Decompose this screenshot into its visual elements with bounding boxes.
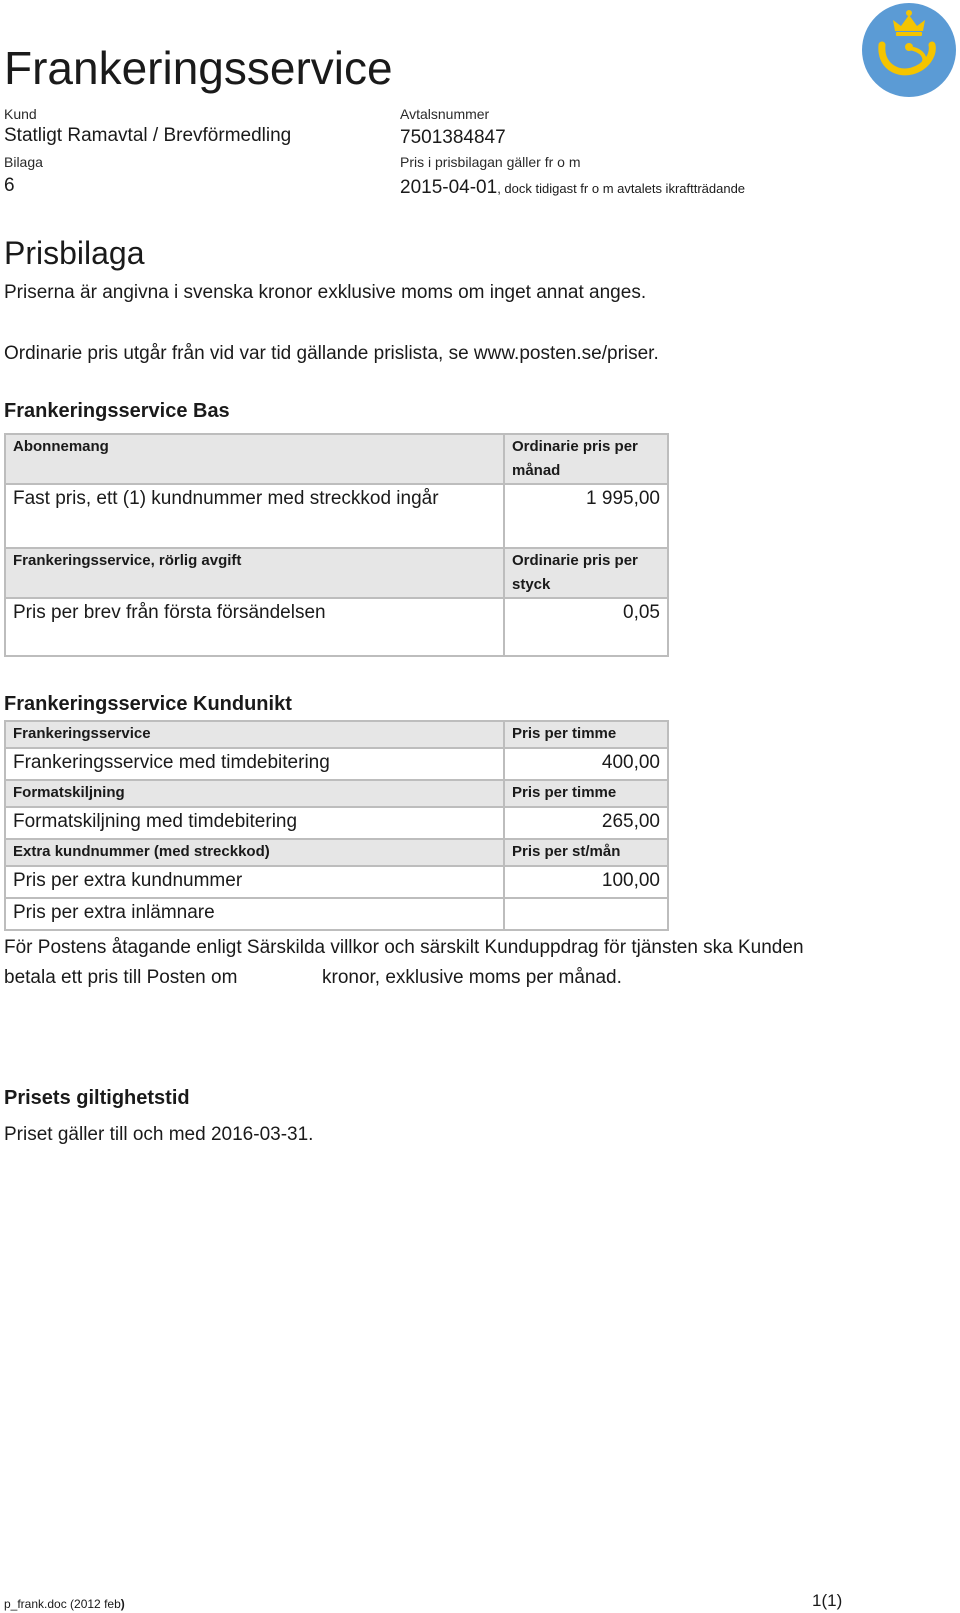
timdebitering-value: 400,00 <box>504 748 668 780</box>
prisbilaga-heading: Prisbilaga <box>4 235 145 271</box>
abonnemang-header: Abonnemang <box>5 434 504 484</box>
posten-crown-horn-icon <box>862 3 956 97</box>
footer-document-ref <box>4 1597 125 1611</box>
pris-giltig-note: , dock tidigast fr o m avtalets ikraftträdande <box>497 181 746 196</box>
extra-inlamnare-label: Pris per extra inlämnare <box>5 898 504 930</box>
timdebitering-label: Frankeringsservice med timdebitering <box>5 748 504 780</box>
intro-text-prislista: Ordinarie pris utgår från vid var tid gällande prislista, se www.posten.se/priser. <box>4 343 659 364</box>
pris-per-brev-label: Pris per brev från första försändelsen <box>5 598 504 656</box>
bilaga-value: 6 <box>4 175 15 196</box>
avtalsnummer-value: 7501384847 <box>400 127 506 148</box>
pris-per-st-man-header: Pris per st/mån <box>504 839 668 866</box>
fast-pris-label: Fast pris, ett (1) kundnummer med streckkod ingår <box>5 484 504 548</box>
formatskiljning-label: Formatskiljning med timdebitering <box>5 807 504 839</box>
pris-giltig-from <box>400 176 745 201</box>
ordinarie-pris-per-text: Ordinarie pris per <box>512 552 638 569</box>
page-number: 1(1) <box>812 1591 843 1610</box>
pris-giltig-label: Pris i prisbilagan gäller fr o m <box>400 154 581 170</box>
extra-kundnummer-header: Extra kundnummer (med streckkod) <box>5 839 504 866</box>
styck-text: styck <box>512 576 551 593</box>
giltighetstid-heading: Prisets giltighetstid <box>4 1087 190 1109</box>
frankeringsservice-header: Frankeringsservice <box>5 721 504 748</box>
extra-kundnummer-label: Pris per extra kundnummer <box>5 866 504 898</box>
kunduppdrag-note-line2b: kronor, exklusive moms per månad. <box>322 967 622 988</box>
fast-pris-value: 1 995,00 <box>504 484 668 548</box>
footer-filename: p_frank.doc (2012 feb <box>4 1597 121 1611</box>
ordinarie-pris-styck-header <box>504 548 668 598</box>
kunduppdrag-note-line2a: betala ett pris till Posten om <box>4 967 238 988</box>
kund-value: Statligt Ramavtal / Brevförmedling <box>4 125 292 146</box>
extra-inlamnare-value <box>504 898 668 930</box>
giltighetstid-text: Priset gäller till och med 2016-03-31. <box>4 1124 314 1145</box>
footer-paren: ) <box>120 1597 125 1611</box>
posten-logo-icon <box>862 3 956 97</box>
manad-text: månad <box>512 462 561 479</box>
bilaga-label: Bilaga <box>4 154 43 170</box>
pris-per-brev-value: 0,05 <box>504 598 668 656</box>
avtalsnummer-label: Avtalsnummer <box>400 106 490 122</box>
bas-abonnemang-table <box>4 433 669 657</box>
intro-text-moms: Priserna är angivna i svenska kronor exklusive moms om inget annat anges. <box>4 282 647 303</box>
document-title: Frankeringsservice <box>4 42 393 94</box>
pris-per-timme-header: Pris per timme <box>504 721 668 748</box>
kund-label: Kund <box>4 106 37 122</box>
kundunikt-heading: Frankeringsservice Kundunikt <box>4 693 292 715</box>
pris-giltig-date: 2015-04-01 <box>400 177 498 198</box>
bas-heading: Frankeringsservice Bas <box>4 400 230 422</box>
ordinarie-pris-manad-header <box>504 434 668 484</box>
pris-per-timme-header: Pris per timme <box>504 780 668 807</box>
formatskiljning-value: 265,00 <box>504 807 668 839</box>
rorlig-avgift-header: Frankeringsservice, rörlig avgift <box>5 548 504 598</box>
extra-kundnummer-value: 100,00 <box>504 866 668 898</box>
formatskiljning-header: Formatskiljning <box>5 780 504 807</box>
ordinarie-pris-per-text: Ordinarie pris per <box>512 438 638 455</box>
kundunikt-table <box>4 720 669 931</box>
kunduppdrag-note-line1: För Postens åtagande enligt Särskilda villkor och särskilt Kunduppdrag för tjänsten ska Kunden <box>4 937 804 958</box>
